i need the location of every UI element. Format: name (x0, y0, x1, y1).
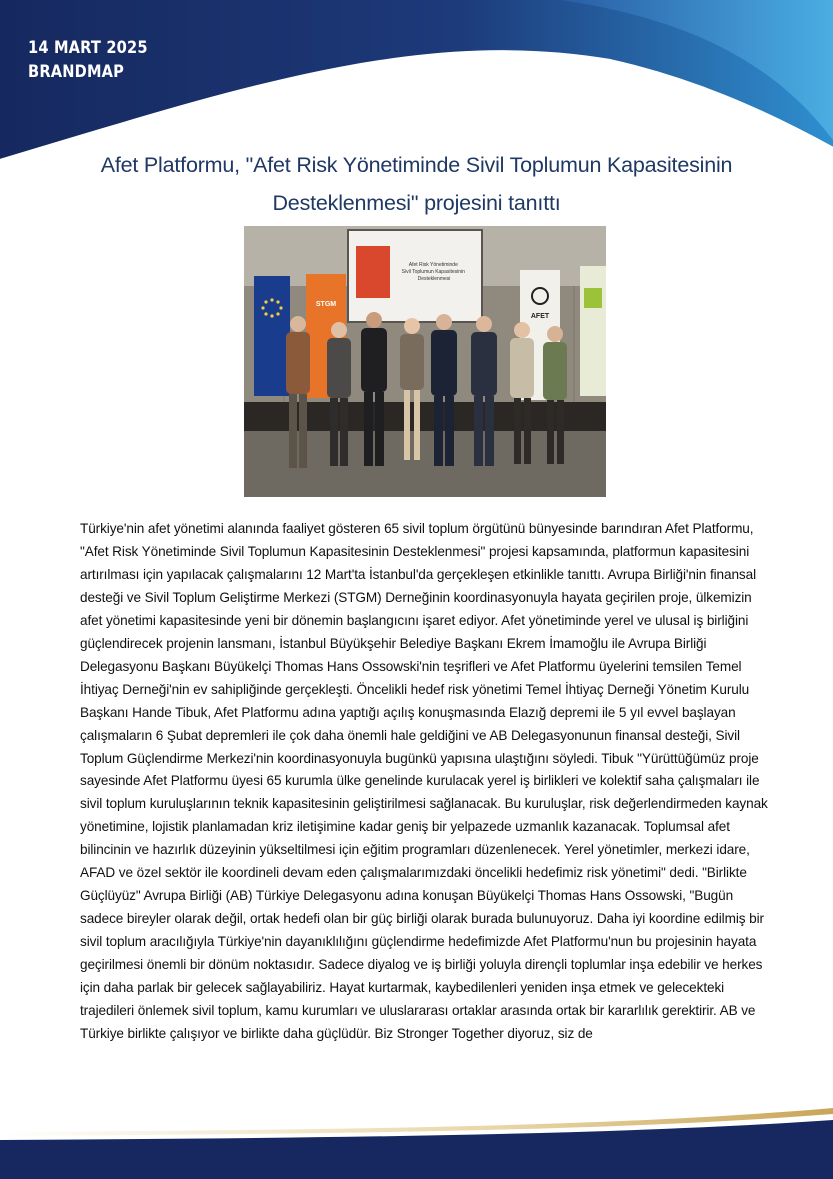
publish-date: 14 MART 2025 (28, 38, 148, 58)
source-name: BRANDMAP (28, 62, 125, 82)
event-photo (244, 226, 606, 497)
afet-text: AFET (530, 313, 550, 320)
footer-banner (0, 1100, 833, 1179)
header-banner (0, 0, 833, 170)
article-body: Türkiye'nin afet yönetimi alanında faaliyet gösteren 65 sivil toplum örgütünü bünyesinde barındıran Afet Platformu, "Afet Risk Yönetiminde Sivil Toplumun Kapasitesinin Desteklenmesi" projesi kapsamında, platformun kapasitesini artırılması için yapılacak çalışmalarını 12 Mart'ta İstanbul'da gerçekleşen etkinlikle tanıttı. Avrupa Birliği'nin finansal desteği ve Sivil Toplum Geliştirme Merkezi (STGM) Derneğinin koordinasyonuyla hayata geçirilen proje, ülkemizin afet yönetimi kapasitesinde yeni bir dönemin başlangıcını işaret ediyor. Afet yönetiminde yerel ve ulusal iş birliğini güçlendirecek projenin lansmanı, İstanbul Büyükşehir Belediye Başkanı Ekrem İmamoğlu ile Avrupa Birliği Delegasyonu Başkanı Büyükelçi Thomas Hans Ossowski'nin teşrifleri ve Afet Platformu üyelerini temsilen Temel İhtiyaç Derneği'nin ev sahipliğinde gerçekleşti. Öncelikli hedef risk yönetimi Temel İhtiyaç Derneği Yönetim Kurulu Başkanı Hande Tibuk, Afet Platformu adına yaptığı açılış konuşmasında Elazığ depremi ile 5 yıl evvel başlayan çalışmaların 6 Şubat depremleri ile çok daha önemli hale geldiğini ve AB Delegasyonunun finansal desteği, Sivil Toplum Güçlendirme Merkezi'nin koordinasyonuyla bugünkü yapısına ulaştığını söyledi. Tibuk "Yürüttüğümüz proje sayesinde Afet Platformu üyesi 65 kurumla ülke genelinde kurulacak yerel iş birlikleri ve kolektif saha çalışmaları ile sivil toplum kuruluşlarının teknik kapasitesinin geliştirilmesi sağlanacak. Bu kuruluşlar, risk değerlendirmeden kaynak yönetimine, lojistik planlamadan kriz iletişimine kadar geniş bir yelpazede uzmanlık kazanacak. Toplumsal afet bilincinin ve hazırlık düzeyinin yükseltilmesi için eğitim programları düzenlenecek. Yerel yönetimler, merkezi idare, AFAD ve özel sektör ile koordineli devam eden çalışmalarımızdaki öncelikli hedefimiz risk yönetimi" dedi. "Birlikte Güçlüyüz" Avrupa Birliği (AB) Türkiye Delegasyonu adına konuşan Büyükelçi Thomas Hans Ossowski, "Bugün sadece bireyler olarak değil, ortak hedefi olan bir güç birliği olarak burada bulunuyoruz. Daha iyi koordine edilmiş bir sivil toplum aracılığıyla Türkiye'nin dayanıklılığını güçlendirme hedefimizde Afet Platformu'nun bu projesinin hayata geçirilmesi önemli bir dönüm noktasıdır. Sadece diyalog ve iş birliği yoluyla dirençli toplumlar inşa edebilir ve herkes için daha parlak bir gelecek sağlayabiliriz. Hayat kurtarmak, kaybedilenleri yeniden inşa etmek ve gelecekteki trajedileri önlemek sivil toplum, kamu kurumları ve uluslararası ortaklar arasında ortak bir kararlılık gerektirir. AB ve Türkiye birlikte çalışıyor ve birlikte daha güçlüdür. Biz Stronger Together diyoruz, siz de (80, 521, 768, 1041)
stgm-text: STGM (315, 301, 337, 308)
eu-flag-banner (254, 276, 290, 396)
screen-text: Afet Risk Yönetiminde Sivil Toplumun Kapasitesinin Desteklenmesi (401, 262, 465, 282)
article-title: Afet Platformu, "Afet Risk Yönetiminde Sivil Toplumun Kapasitesinin Desteklenmesi" projesini tanıttı (100, 153, 733, 215)
header-meta (28, 36, 148, 84)
